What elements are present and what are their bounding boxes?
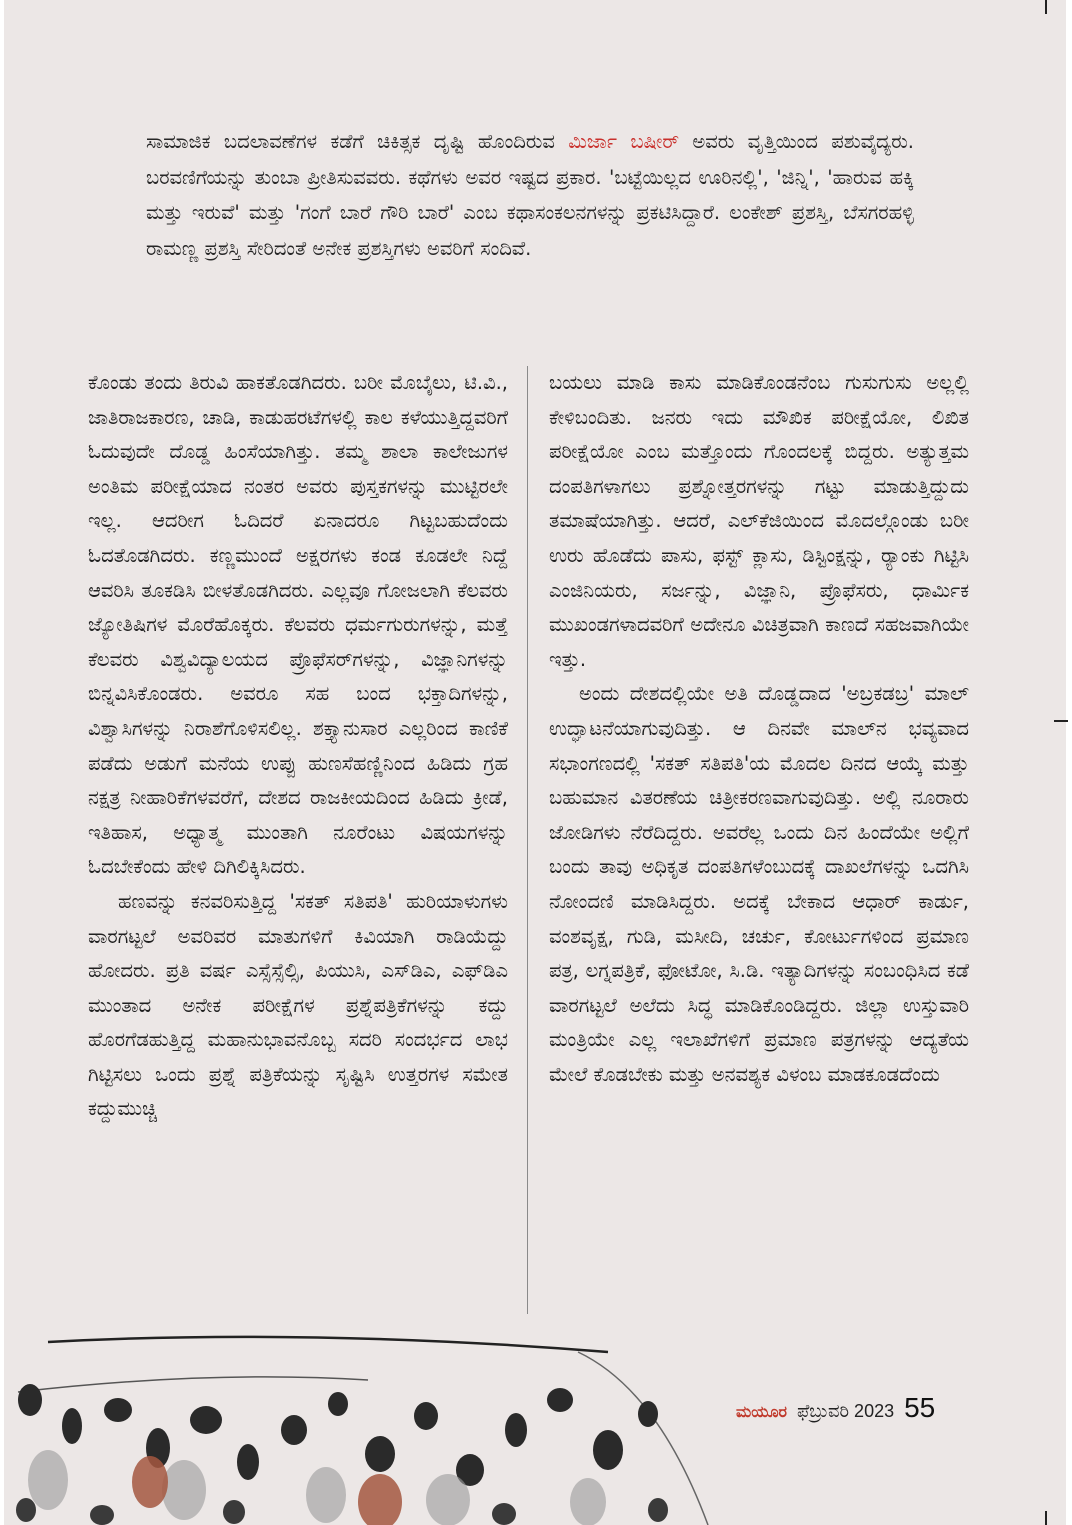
magazine-page bbox=[4, 0, 1066, 1525]
issue-date: ಫೆಬ್ರುವರಿ 2023 bbox=[797, 1401, 895, 1421]
author-name: ಮಿರ್ಜಾ ಬಷೀರ್ bbox=[568, 130, 680, 153]
column-divider bbox=[527, 366, 528, 1314]
right-column bbox=[549, 366, 969, 1092]
ink-wash-illustration bbox=[8, 1330, 728, 1525]
author-bio bbox=[146, 124, 914, 266]
crop-mark bbox=[1045, 0, 1047, 14]
paragraph: ಅಂದು ದೇಶದಲ್ಲಿಯೇ ಅತಿ ದೊಡ್ಡದಾದ 'ಅಬ್ರಕಡಬ್ರ' ಮಾಲ್ ಉದ್ಘಾಟನೆಯಾಗುವುದಿತ್ತು. ಆ ದಿನವೇ ಮಾಲ್‌ನ ಭವ್ಯವಾದ ಸಭಾಂಗಣದಲ್ಲಿ 'ಸಕತ್ ಸತಿಪತಿ'ಯ ಮೊದಲ ದಿನದ ಆಯ್ಕೆ ಮತ್ತು ಬಹುಮಾನ ವಿತರಣೆಯ ಚಿತ್ರೀಕರಣವಾಗುವುದಿತ್ತು. ಅಲ್ಲಿ ನೂರಾರು ಜೋಡಿಗಳು ನೆರೆದಿದ್ದರು. ಅವರೆಲ್ಲ ಒಂದು ದಿನ ಹಿಂದೆಯೇ ಅಲ್ಲಿಗೆ ಬಂದು ತಾವು ಅಧಿಕೃತ ದಂಪತಿಗಳೆಂಬುದಕ್ಕೆ ದಾಖಲೆಗಳನ್ನು ಒದಗಿಸಿ ನೋಂದಣಿ ಮಾಡಿಸಿದ್ದರು. ಅದಕ್ಕೆ ಬೇಕಾದ ಆಧಾರ್ ಕಾರ್ಡು, ವಂಶವೃಕ್ಷ, ಗುಡಿ, ಮಸೀದಿ, ಚರ್ಚು, ಕೋರ್ಟುಗಳಿಂದ ಪ್ರಮಾಣ ಪತ್ರ, ಲಗ್ನಪತ್ರಿಕೆ, ಫೋಟೋ, ಸಿ.ಡಿ. ಇತ್ಯಾದಿಗಳನ್ನು ಸಂಬಂಧಿಸಿದ ಕಡೆ ವಾರಗಟ್ಟಲೆ ಅಲೆದು ಸಿದ್ಧ ಮಾಡಿಕೊಂಡಿದ್ದರು. ಜಿಲ್ಲಾ ಉಸ್ತುವಾರಿ ಮಂತ್ರಿಯೇ ಎಲ್ಲ ಇಲಾಖೆಗಳಿಗೆ ಪ್ರಮಾಣ ಪತ್ರಗಳನ್ನು ಆದ್ಯತೆಯ ಮೇಲೆ ಕೊಡಬೇಕು ಮತ್ತು ಅನವಶ್ಯಕ ವಿಳಂಬ ಮಾಡಕೂಡದೆಂದು bbox=[549, 682, 969, 1086]
magazine-logo: ಮಯೂರ bbox=[736, 1402, 788, 1421]
page-footer bbox=[736, 1392, 935, 1426]
bio-text-before: ಸಾಮಾಜಿಕ ಬದಲಾವಣೆಗಳ ಕಡೆಗೆ ಚಿಕಿತ್ಸಕ ದೃಷ್ಟಿ ಹೊಂದಿರುವ bbox=[146, 130, 569, 153]
paragraph: ಕೊಂಡು ತಂದು ತಿರುವಿ ಹಾಕತೊಡಗಿದರು. ಬರೀ ಮೊಬೈಲು, ಟಿ.ವಿ., ಜಾತಿರಾಜಕಾರಣ, ಚಾಡಿ, ಕಾಡುಹರಟೆಗಳಲ್ಲಿ ಕಾಲ ಕಳೆಯುತ್ತಿದ್ದವರಿಗೆ ಓದುವುದೇ ದೊಡ್ಡ ಹಿಂಸೆಯಾಗಿತ್ತು. ತಮ್ಮ ಶಾಲಾ ಕಾಲೇಜುಗಳ ಅಂತಿಮ ಪರೀಕ್ಷೆಯಾದ ನಂತರ ಅವರು ಪುಸ್ತಕಗಳನ್ನು ಮುಟ್ಟಿರಲೇ ಇಲ್ಲ. ಆದರೀಗ ಓದಿದರೆ ಏನಾದರೂ ಗಿಟ್ಟಬಹುದೆಂದು ಓದತೊಡಗಿದರು. ಕಣ್ಣಮುಂದೆ ಅಕ್ಷರಗಳು ಕಂಡ ಕೂಡಲೇ ನಿದ್ದೆ ಆವರಿಸಿ ತೂಕಡಿಸಿ ಬೀಳತೊಡಗಿದರು. ಎಲ್ಲವೂ ಗೋಜಲಾಗಿ ಕೆಲವರು ಜ್ಯೋತಿಷಿಗಳ ಮೊರೆಹೊಕ್ಕರು. ಕೆಲವರು ಧರ್ಮಗುರುಗಳನ್ನು, ಮತ್ತೆ ಕೆಲವರು ವಿಶ್ವವಿದ್ಯಾಲಯದ ಪ್ರೊಫೆಸರ್‌ಗಳನ್ನು, ವಿಜ್ಞಾನಿಗಳನ್ನು ಬಿನ್ನವಿಸಿಕೊಂಡರು. ಅವರೂ ಸಹ ಬಂದ ಭಕ್ತಾದಿಗಳನ್ನು, ವಿಶ್ವಾಸಿಗಳನ್ನು ನಿರಾಶೆಗೊಳಿಸಲಿಲ್ಲ. ಶಕ್ತ್ಯಾನುಸಾರ ಎಲ್ಲರಿಂದ ಕಾಣಿಕೆ ಪಡೆದು ಅಡುಗೆ ಮನೆಯ ಉಪ್ಪು ಹುಣಸೆಹಣ್ಣಿನಿಂದ ಹಿಡಿದು ಗ್ರಹ ನಕ್ಷತ್ರ ನೀಹಾರಿಕೆಗಳವರೆಗೆ, ದೇಶದ ರಾಜಕೀಯದಿಂದ ಹಿಡಿದು ಕ್ರೀಡೆ, ಇತಿಹಾಸ, ಅಧ್ಯಾತ್ಮ ಮುಂತಾಗಿ ನೂರೆಂಟು ವಿಷಯಗಳನ್ನು ಓದಬೇಕೆಂದು ಹೇಳಿ ದಿಗಿಲಿಕ್ಕಿಸಿದರು. bbox=[88, 371, 508, 879]
bio-text-after: ಅವರು ವೃತ್ತಿಯಿಂದ ಪಶುವೈದ್ಯರು. ಬರವಣಿಗೆಯನ್ನು ತುಂಬಾ ಪ್ರೀತಿಸುವವರು. ಕಥೆಗಳು ಅವರ ಇಷ್ಟದ ಪ್ರಕಾರ. 'ಬಟ್ಟೆಯಿಲ್ಲದ ಊರಿನಲ್ಲಿ', 'ಜಿನ್ನಿ', 'ಹಾರುವ ಹಕ್ಕಿ ಮತ್ತು ಇರುವೆ' ಮತ್ತು 'ಗಂಗೆ ಬಾರೆ ಗೌರಿ ಬಾರೆ' ಎಂಬ ಕಥಾಸಂಕಲನಗಳನ್ನು ಪ್ರಕಟಿಸಿದ್ದಾರೆ. ಲಂಕೇಶ್ ಪ್ರಶಸ್ತಿ, ಬೆಸಗರಹಳ್ಳಿ ರಾಮಣ್ಣ ಪ್ರಶಸ್ತಿ ಸೇರಿದಂತೆ ಅನೇಕ ಪ್ರಶಸ್ತಿಗಳು ಅವರಿಗೆ ಸಂದಿವೆ. bbox=[146, 130, 914, 260]
paragraph: ಬಯಲು ಮಾಡಿ ಕಾಸು ಮಾಡಿಕೊಂಡನೆಂಬ ಗುಸುಗುಸು ಅಲ್ಲಲ್ಲಿ ಕೇಳಿಬಂದಿತು. ಜನರು ಇದು ಮೌಖಿಕ ಪರೀಕ್ಷೆಯೋ, ಲಿಖಿತ ಪರೀಕ್ಷೆಯೋ ಎಂಬ ಮತ್ತೊಂದು ಗೊಂದಲಕ್ಕೆ ಬಿದ್ದರು. ಅತ್ಯುತ್ತಮ ದಂಪತಿಗಳಾಗಲು ಪ್ರಶ್ನೋತ್ತರಗಳನ್ನು ಗಟ್ಟು ಮಾಡುತ್ತಿದ್ದುದು ತಮಾಷೆಯಾಗಿತ್ತು. ಆದರೆ, ಎಲ್‌ಕೆಜಿಯಿಂದ ಮೊದಲ್ಗೊಂಡು ಬರೀ ಉರು ಹೊಡೆದು ಪಾಸು, ಫಸ್ಟ್ ಕ್ಲಾಸು, ಡಿಸ್ಟಿಂಕ್ಷನ್ನು, ರ್‍ಯಾಂಕು ಗಿಟ್ಟಿಸಿ ಎಂಜಿನಿಯರು, ಸರ್ಜನ್ನು, ವಿಜ್ಞಾನಿ, ಪ್ರೊಫೆಸರು, ಧಾರ್ಮಿಕ ಮುಖಂಡಗಳಾದವರಿಗೆ ಅದೇನೂ ವಿಚಿತ್ರವಾಗಿ ಕಾಣದೆ ಸಹಜವಾಗಿಯೇ ಇತ್ತು. bbox=[549, 371, 969, 671]
paragraph: ಹಣವನ್ನು ಕನವರಿಸುತ್ತಿದ್ದ 'ಸಕತ್ ಸತಿಪತಿ' ಹುರಿಯಾಳುಗಳು ವಾರಗಟ್ಟಲೆ ಅವರಿವರ ಮಾತುಗಳಿಗೆ ಕಿವಿಯಾಗಿ ರಾಡಿಯೆದ್ದು ಹೋದರು. ಪ್ರತಿ ವರ್ಷ ಎಸ್ಸೆಸ್ಸೆಲ್ಸಿ, ಪಿಯುಸಿ, ಎಸ್‌ಡಿಎ, ಎಫ್‌ಡಿಎ ಮುಂತಾದ ಅನೇಕ ಪರೀಕ್ಷೆಗಳ ಪ್ರಶ್ನೆಪತ್ರಿಕೆಗಳನ್ನು ಕದ್ದು ಹೊರಗೆಡಹುತ್ತಿದ್ದ ಮಹಾನುಭಾವನೊಬ್ಬ ಸದರಿ ಸಂದರ್ಭದ ಲಾಭ ಗಿಟ್ಟಿಸಲು ಒಂದು ಪ್ರಶ್ನೆ ಪತ್ರಿಕೆಯನ್ನು ಸೃಷ್ಟಿಸಿ ಉತ್ತರಗಳ ಸಮೇತ ಕದ್ದುಮುಚ್ಚಿ bbox=[88, 889, 508, 1121]
page-number: 55 bbox=[904, 1392, 936, 1423]
crop-mark bbox=[1045, 1511, 1047, 1525]
crop-mark bbox=[1054, 720, 1068, 722]
left-column bbox=[88, 366, 508, 1127]
